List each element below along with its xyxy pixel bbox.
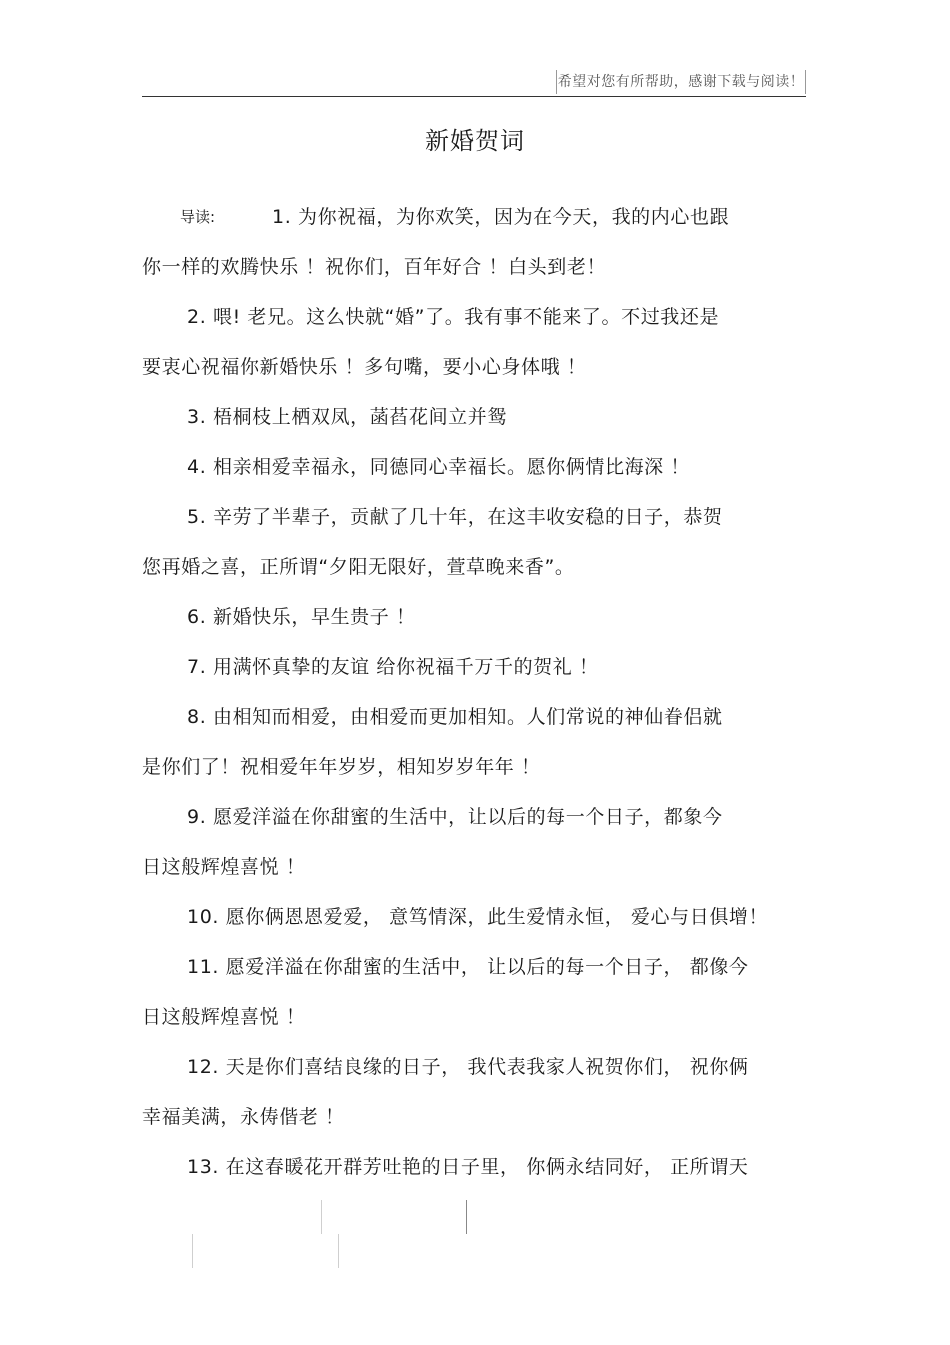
text-line: 要衷心祝福你新婚快乐 ！多句嘴，要小心身体哦 ！ — [142, 356, 587, 378]
text-line: 3. 梧桐枝上栖双凤，菡萏花间立并鸳 — [187, 406, 507, 428]
divider-mark — [192, 1234, 193, 1268]
text-line: 幸福美满，永俦偕老 ！ — [142, 1106, 345, 1128]
text-line: 12. 天是你们喜结良缘的日子， 我代表我家人祝贺你们， 祝你俩 — [187, 1056, 749, 1078]
text-line: 日这般辉煌喜悦 ！ — [142, 856, 306, 878]
text-line: 是你们了！祝相爱年年岁岁，相知岁岁年年 ！ — [142, 756, 541, 778]
text-line: 1. 为你祝福，为你欢笑，因为在今天，我的内心也跟 — [272, 206, 730, 228]
text-line: 您再婚之喜，正所谓“夕阳无限好，萱草晚来香”。 — [142, 556, 575, 578]
lead-label: 导读: — [180, 208, 216, 226]
text-line: 2. 喂! 老兄。这么快就“婚”了。我有事不能来了。不过我还是 — [187, 306, 720, 328]
text-line: 日这般辉煌喜悦 ！ — [142, 1006, 306, 1028]
text-line: 你一样的欢腾快乐 ！祝你们，百年好合 ！白头到老！ — [142, 256, 607, 278]
text-line: 5. 辛劳了半辈子，贡献了几十年，在这丰收安稳的日子，恭贺 — [187, 506, 723, 528]
text-line: 6. 新婚快乐，早生贵子 ！ — [187, 606, 416, 628]
text-line: 9. 愿爱洋溢在你甜蜜的生活中，让以后的每一个日子，都象今 — [187, 806, 723, 828]
divider-mark — [466, 1200, 467, 1234]
divider-mark — [321, 1200, 322, 1234]
header-rule — [142, 96, 806, 97]
text-line: 10. 愿你俩恩恩爱爱， 意笃情深，此生爱情永恒， 爱心与日俱增！ — [187, 906, 769, 928]
text-line: 13. 在这春暖花开群芳吐艳的日子里， 你俩永结同好， 正所谓天 — [187, 1156, 749, 1178]
header-note: 希望对您有所帮助，感谢下载与阅读！ — [556, 70, 806, 94]
text-line: 11. 愿爱洋溢在你甜蜜的生活中， 让以后的每一个日子， 都像今 — [187, 956, 749, 978]
text-line: 7. 用满怀真挚的友谊 给你祝福千万千的贺礼 ！ — [187, 656, 599, 678]
page-title: 新婚贺词 — [425, 127, 525, 155]
text-line: 8. 由相知而相爱，由相爱而更加相知。人们常说的神仙眷侣就 — [187, 706, 723, 728]
divider-mark — [338, 1234, 339, 1268]
text-line: 4. 相亲相爱幸福永，同德同心幸福长。愿你俩情比海深 ！ — [187, 456, 691, 478]
